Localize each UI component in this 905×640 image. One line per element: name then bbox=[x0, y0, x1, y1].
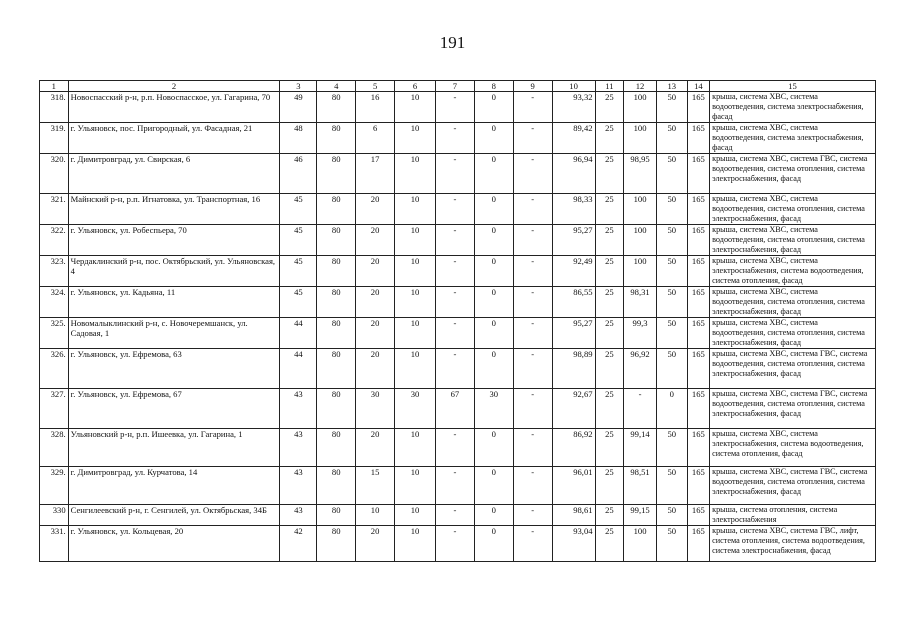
value-cell: 165 bbox=[687, 225, 710, 256]
value-cell: 165 bbox=[687, 154, 710, 194]
row-number: 331. bbox=[40, 526, 69, 562]
column-number: 7 bbox=[435, 81, 474, 92]
value-cell: - bbox=[513, 467, 552, 505]
value-cell: - bbox=[513, 318, 552, 349]
value-cell: 20 bbox=[356, 256, 395, 287]
value-cell: 98,33 bbox=[552, 194, 595, 225]
row-number: 328. bbox=[40, 429, 69, 467]
value-cell: - bbox=[435, 467, 474, 505]
column-number: 12 bbox=[624, 81, 657, 92]
value-cell: 0 bbox=[474, 349, 513, 389]
value-cell: 10 bbox=[395, 467, 436, 505]
row-number: 324. bbox=[40, 287, 69, 318]
value-cell: - bbox=[513, 287, 552, 318]
value-cell: 165 bbox=[687, 505, 710, 526]
value-cell: 80 bbox=[317, 349, 356, 389]
value-cell: 0 bbox=[474, 92, 513, 123]
value-cell: 43 bbox=[280, 389, 317, 429]
column-number: 15 bbox=[710, 81, 876, 92]
value-cell: 96,92 bbox=[624, 349, 657, 389]
value-cell: 25 bbox=[595, 92, 624, 123]
value-cell: 80 bbox=[317, 526, 356, 562]
value-cell: 50 bbox=[656, 225, 687, 256]
address-cell: Новоспасский р-н, р.п. Новоспасское, ул. Гагарина, 70 bbox=[68, 92, 280, 123]
value-cell: 16 bbox=[356, 92, 395, 123]
value-cell: 80 bbox=[317, 505, 356, 526]
column-number: 3 bbox=[280, 81, 317, 92]
value-cell: 50 bbox=[656, 123, 687, 154]
table-row bbox=[40, 318, 876, 349]
value-cell: 20 bbox=[356, 318, 395, 349]
value-cell: 50 bbox=[656, 349, 687, 389]
value-cell: 165 bbox=[687, 92, 710, 123]
value-cell: 49 bbox=[280, 92, 317, 123]
value-cell: - bbox=[435, 349, 474, 389]
works-cell: крыша, система ХВС, система водоотведения, система отопления, система электроснабжения, фасад bbox=[710, 287, 876, 318]
column-number: 6 bbox=[395, 81, 436, 92]
value-cell: 45 bbox=[280, 287, 317, 318]
table-row bbox=[40, 389, 876, 429]
works-cell: крыша, система ХВС, система ГВС, лифт, система отопления, система водоотведения, система электроснабжения, фасад bbox=[710, 526, 876, 562]
value-cell: 0 bbox=[474, 194, 513, 225]
table-row bbox=[40, 526, 876, 562]
value-cell: 100 bbox=[624, 92, 657, 123]
value-cell: 80 bbox=[317, 194, 356, 225]
address-cell: г. Ульяновск, пос. Пригородный, ул. Фасадная, 21 bbox=[68, 123, 280, 154]
value-cell: 10 bbox=[356, 505, 395, 526]
value-cell: 92,67 bbox=[552, 389, 595, 429]
value-cell: 100 bbox=[624, 256, 657, 287]
value-cell: 25 bbox=[595, 287, 624, 318]
value-cell: - bbox=[513, 505, 552, 526]
column-number: 10 bbox=[552, 81, 595, 92]
works-cell: крыша, система ХВС, система ГВС, система водоотведения, система отопления, система электроснабжения, фасад bbox=[710, 467, 876, 505]
value-cell: 20 bbox=[356, 526, 395, 562]
page-number: 191 bbox=[439, 33, 466, 52]
row-number: 320. bbox=[40, 154, 69, 194]
value-cell: 25 bbox=[595, 526, 624, 562]
value-cell: 93,04 bbox=[552, 526, 595, 562]
value-cell: - bbox=[435, 256, 474, 287]
row-number: 319. bbox=[40, 123, 69, 154]
table-row bbox=[40, 92, 876, 123]
table-row bbox=[40, 467, 876, 505]
value-cell: 98,61 bbox=[552, 505, 595, 526]
value-cell: 165 bbox=[687, 429, 710, 467]
row-number: 321. bbox=[40, 194, 69, 225]
address-cell: Чердаклинский р-н, пос. Октябрьский, ул. Ульяновская, 4 bbox=[68, 256, 280, 287]
value-cell: 25 bbox=[595, 256, 624, 287]
column-number: 9 bbox=[513, 81, 552, 92]
value-cell: - bbox=[513, 256, 552, 287]
value-cell: 93,32 bbox=[552, 92, 595, 123]
value-cell: 0 bbox=[474, 256, 513, 287]
value-cell: 43 bbox=[280, 505, 317, 526]
value-cell: - bbox=[513, 389, 552, 429]
table-row bbox=[40, 349, 876, 389]
value-cell: - bbox=[513, 225, 552, 256]
value-cell: 96,01 bbox=[552, 467, 595, 505]
value-cell: 98,89 bbox=[552, 349, 595, 389]
address-cell: г. Ульяновск, ул. Робеспьера, 70 bbox=[68, 225, 280, 256]
value-cell: 98,51 bbox=[624, 467, 657, 505]
value-cell: 86,55 bbox=[552, 287, 595, 318]
row-number: 326. bbox=[40, 349, 69, 389]
works-cell: крыша, система ХВС, система водоотведения, система отопления, система электроснабжения, фасад bbox=[710, 194, 876, 225]
value-cell: 17 bbox=[356, 154, 395, 194]
value-cell: 20 bbox=[356, 225, 395, 256]
value-cell: 10 bbox=[395, 287, 436, 318]
value-cell: 165 bbox=[687, 123, 710, 154]
value-cell: 80 bbox=[317, 318, 356, 349]
value-cell: 25 bbox=[595, 123, 624, 154]
value-cell: 25 bbox=[595, 194, 624, 225]
value-cell: - bbox=[435, 194, 474, 225]
column-number: 13 bbox=[656, 81, 687, 92]
value-cell: 10 bbox=[395, 256, 436, 287]
value-cell: 10 bbox=[395, 429, 436, 467]
works-cell: крыша, система ХВС, система электроснабжения, система водоотведения, система отопления, фасад bbox=[710, 256, 876, 287]
value-cell: - bbox=[435, 92, 474, 123]
value-cell: 45 bbox=[280, 194, 317, 225]
column-number: 4 bbox=[317, 81, 356, 92]
value-cell: - bbox=[435, 154, 474, 194]
column-number: 5 bbox=[356, 81, 395, 92]
table-body bbox=[40, 81, 876, 562]
value-cell: 43 bbox=[280, 429, 317, 467]
value-cell: 100 bbox=[624, 225, 657, 256]
value-cell: 6 bbox=[356, 123, 395, 154]
value-cell: 25 bbox=[595, 429, 624, 467]
value-cell: 165 bbox=[687, 287, 710, 318]
table-row bbox=[40, 225, 876, 256]
column-number-row bbox=[40, 81, 876, 92]
value-cell: 0 bbox=[474, 154, 513, 194]
value-cell: - bbox=[513, 123, 552, 154]
value-cell: 10 bbox=[395, 526, 436, 562]
value-cell: 0 bbox=[474, 526, 513, 562]
row-number: 329. bbox=[40, 467, 69, 505]
value-cell: 10 bbox=[395, 123, 436, 154]
value-cell: 50 bbox=[656, 154, 687, 194]
value-cell: 80 bbox=[317, 287, 356, 318]
value-cell: 30 bbox=[395, 389, 436, 429]
value-cell: - bbox=[435, 318, 474, 349]
capital-repair-table bbox=[39, 80, 876, 562]
row-number: 330 bbox=[40, 505, 69, 526]
table-row bbox=[40, 154, 876, 194]
works-cell: крыша, система ХВС, система электроснабжения, система водоотведения, система отопления, фасад bbox=[710, 429, 876, 467]
works-cell: крыша, система ХВС, система водоотведения, система отопления, система электроснабжения, фасад bbox=[710, 225, 876, 256]
works-cell: крыша, система ХВС, система водоотведения, система электроснабжения, фасад bbox=[710, 92, 876, 123]
value-cell: 50 bbox=[656, 526, 687, 562]
value-cell: 10 bbox=[395, 225, 436, 256]
value-cell: - bbox=[435, 429, 474, 467]
value-cell: 99,3 bbox=[624, 318, 657, 349]
value-cell: - bbox=[435, 225, 474, 256]
address-cell: г. Ульяновск, ул. Ефремова, 67 bbox=[68, 389, 280, 429]
table-row bbox=[40, 194, 876, 225]
value-cell: 0 bbox=[474, 225, 513, 256]
value-cell: 50 bbox=[656, 256, 687, 287]
value-cell: 95,27 bbox=[552, 225, 595, 256]
value-cell: 0 bbox=[474, 429, 513, 467]
value-cell: 165 bbox=[687, 467, 710, 505]
row-number: 323. bbox=[40, 256, 69, 287]
row-number: 322. bbox=[40, 225, 69, 256]
table-row bbox=[40, 287, 876, 318]
value-cell: 99,14 bbox=[624, 429, 657, 467]
value-cell: 48 bbox=[280, 123, 317, 154]
value-cell: 0 bbox=[474, 123, 513, 154]
value-cell: 86,92 bbox=[552, 429, 595, 467]
column-number: 11 bbox=[595, 81, 624, 92]
value-cell: 25 bbox=[595, 505, 624, 526]
value-cell: 80 bbox=[317, 467, 356, 505]
value-cell: 165 bbox=[687, 526, 710, 562]
address-cell: Новомалыклинский р-н, с. Новочеремшанск, ул. Садовая, 1 bbox=[68, 318, 280, 349]
value-cell: 10 bbox=[395, 318, 436, 349]
value-cell: 89,42 bbox=[552, 123, 595, 154]
value-cell: 80 bbox=[317, 389, 356, 429]
value-cell: 100 bbox=[624, 123, 657, 154]
value-cell: 10 bbox=[395, 92, 436, 123]
column-number: 1 bbox=[40, 81, 69, 92]
table-row bbox=[40, 505, 876, 526]
value-cell: 0 bbox=[656, 389, 687, 429]
column-number: 8 bbox=[474, 81, 513, 92]
value-cell: 165 bbox=[687, 256, 710, 287]
value-cell: 80 bbox=[317, 225, 356, 256]
value-cell: 50 bbox=[656, 318, 687, 349]
value-cell: 80 bbox=[317, 154, 356, 194]
value-cell: 99,15 bbox=[624, 505, 657, 526]
value-cell: 10 bbox=[395, 194, 436, 225]
value-cell: - bbox=[435, 526, 474, 562]
column-number: 2 bbox=[68, 81, 280, 92]
value-cell: 98,31 bbox=[624, 287, 657, 318]
value-cell: 165 bbox=[687, 389, 710, 429]
value-cell: 96,94 bbox=[552, 154, 595, 194]
value-cell: 0 bbox=[474, 287, 513, 318]
value-cell: 50 bbox=[656, 429, 687, 467]
value-cell: - bbox=[513, 349, 552, 389]
table-row bbox=[40, 123, 876, 154]
table-row bbox=[40, 256, 876, 287]
table-row bbox=[40, 429, 876, 467]
value-cell: 165 bbox=[687, 318, 710, 349]
value-cell: - bbox=[513, 429, 552, 467]
works-cell: крыша, система ХВС, система ГВС, система водоотведения, система отопления, система электроснабжения, фасад bbox=[710, 389, 876, 429]
value-cell: 0 bbox=[474, 318, 513, 349]
value-cell: - bbox=[624, 389, 657, 429]
value-cell: - bbox=[435, 287, 474, 318]
address-cell: г. Димитровград, ул. Курчатова, 14 bbox=[68, 467, 280, 505]
value-cell: 80 bbox=[317, 92, 356, 123]
value-cell: 45 bbox=[280, 256, 317, 287]
value-cell: - bbox=[513, 154, 552, 194]
value-cell: 25 bbox=[595, 318, 624, 349]
value-cell: 100 bbox=[624, 194, 657, 225]
value-cell: 20 bbox=[356, 194, 395, 225]
address-cell: г. Ульяновск, ул. Кольцевая, 20 bbox=[68, 526, 280, 562]
value-cell: 50 bbox=[656, 287, 687, 318]
address-cell: г. Ульяновск, ул. Кадьяна, 11 bbox=[68, 287, 280, 318]
value-cell: 45 bbox=[280, 225, 317, 256]
value-cell: - bbox=[513, 526, 552, 562]
works-cell: крыша, система ХВС, система водоотведения, система электроснабжения, фасад bbox=[710, 123, 876, 154]
row-number: 327. bbox=[40, 389, 69, 429]
value-cell: 25 bbox=[595, 389, 624, 429]
column-number: 14 bbox=[687, 81, 710, 92]
value-cell: 20 bbox=[356, 429, 395, 467]
value-cell: 30 bbox=[474, 389, 513, 429]
value-cell: 98,95 bbox=[624, 154, 657, 194]
value-cell: 50 bbox=[656, 467, 687, 505]
value-cell: 10 bbox=[395, 505, 436, 526]
address-cell: г. Ульяновск, ул. Ефремова, 63 bbox=[68, 349, 280, 389]
value-cell: 50 bbox=[656, 505, 687, 526]
value-cell: 44 bbox=[280, 349, 317, 389]
address-cell: Сенгилеевский р-н, г. Сенгилей, ул. Октябрьская, 34Б bbox=[68, 505, 280, 526]
value-cell: - bbox=[435, 123, 474, 154]
address-cell: г. Димитровград, ул. Свирская, 6 bbox=[68, 154, 280, 194]
value-cell: 165 bbox=[687, 349, 710, 389]
value-cell: 10 bbox=[395, 349, 436, 389]
address-cell: Майнский р-н, р.п. Игнатовка, ул. Транспортная, 16 bbox=[68, 194, 280, 225]
address-cell: Ульяновский р-н, р.п. Ишеевка, ул. Гагарина, 1 bbox=[68, 429, 280, 467]
value-cell: 50 bbox=[656, 92, 687, 123]
value-cell: 67 bbox=[435, 389, 474, 429]
value-cell: 25 bbox=[595, 467, 624, 505]
value-cell: 10 bbox=[395, 154, 436, 194]
value-cell: 30 bbox=[356, 389, 395, 429]
value-cell: 15 bbox=[356, 467, 395, 505]
value-cell: 20 bbox=[356, 287, 395, 318]
value-cell: 44 bbox=[280, 318, 317, 349]
row-number: 325. bbox=[40, 318, 69, 349]
value-cell: 42 bbox=[280, 526, 317, 562]
value-cell: 0 bbox=[474, 505, 513, 526]
value-cell: 25 bbox=[595, 154, 624, 194]
value-cell: 165 bbox=[687, 194, 710, 225]
value-cell: 80 bbox=[317, 256, 356, 287]
value-cell: 25 bbox=[595, 349, 624, 389]
value-cell: - bbox=[435, 505, 474, 526]
value-cell: - bbox=[513, 92, 552, 123]
value-cell: 92,49 bbox=[552, 256, 595, 287]
works-cell: крыша, система отопления, система электроснабжения bbox=[710, 505, 876, 526]
value-cell: 46 bbox=[280, 154, 317, 194]
value-cell: 80 bbox=[317, 429, 356, 467]
value-cell: 20 bbox=[356, 349, 395, 389]
row-number: 318. bbox=[40, 92, 69, 123]
value-cell: 0 bbox=[474, 467, 513, 505]
value-cell: 80 bbox=[317, 123, 356, 154]
value-cell: - bbox=[513, 194, 552, 225]
works-cell: крыша, система ХВС, система ГВС, система водоотведения, система отопления, система электроснабжения, фасад bbox=[710, 154, 876, 194]
value-cell: 95,27 bbox=[552, 318, 595, 349]
works-cell: крыша, система ХВС, система водоотведения, система отопления, система электроснабжения, фасад bbox=[710, 318, 876, 349]
value-cell: 100 bbox=[624, 526, 657, 562]
value-cell: 43 bbox=[280, 467, 317, 505]
value-cell: 25 bbox=[595, 225, 624, 256]
works-cell: крыша, система ХВС, система ГВС, система водоотведения, система отопления, система электроснабжения, фасад bbox=[710, 349, 876, 389]
value-cell: 50 bbox=[656, 194, 687, 225]
